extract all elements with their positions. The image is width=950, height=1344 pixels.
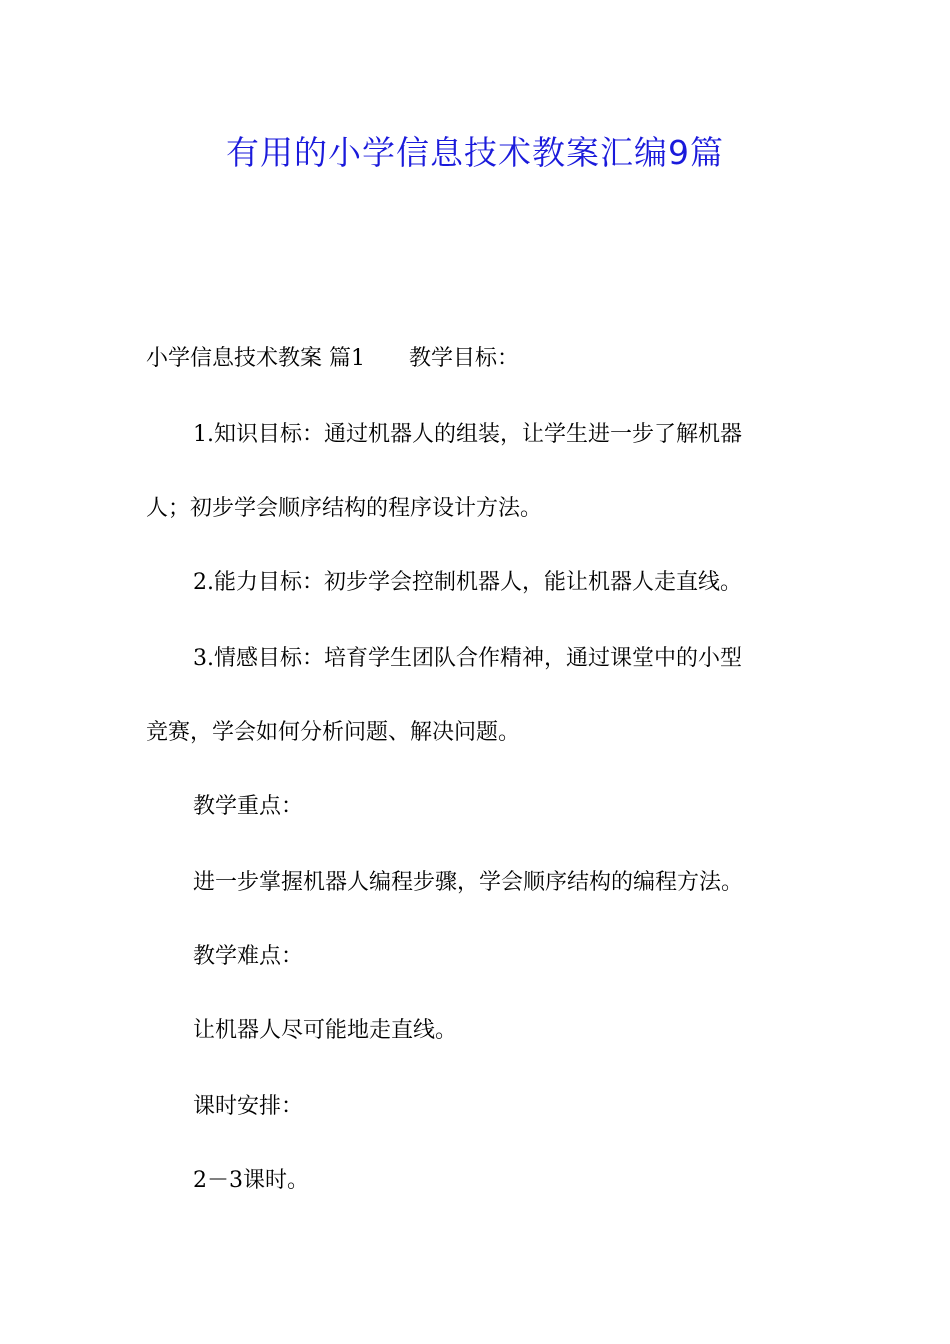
paragraph-line: 3.情感目标：培育学生团队合作精神，通过课堂中的小型 [193,646,742,671]
section-heading-label: 教学目标： [409,346,520,371]
section-heading-prefix: 小学信息技术教案 [146,346,323,371]
paragraph-line: 人；初步学会顺序结构的程序设计方法。 [146,496,543,521]
paragraph-line: 让机器人尽可能地走直线。 [193,1018,458,1043]
section-heading-number: 篇1 [329,346,366,371]
section-label: 课时安排： [193,1094,304,1119]
section-label: 教学难点： [193,944,304,969]
paragraph-line: 竞赛，学会如何分析问题、解决问题。 [146,720,521,745]
paragraph-line: 2.能力目标：初步学会控制机器人，能让机器人走直线。 [193,570,742,595]
paragraph-line: 1.知识目标：通过机器人的组装，让学生进一步了解机器 [193,422,742,447]
section-label: 教学重点： [193,794,304,819]
paragraph-line: 2－3课时。 [193,1168,309,1193]
paragraph-line: 进一步掌握机器人编程步骤，学会顺序结构的编程方法。 [193,870,744,895]
document-title: 有用的小学信息技术教案汇编9篇 [226,133,724,172]
section-heading [146,344,519,374]
